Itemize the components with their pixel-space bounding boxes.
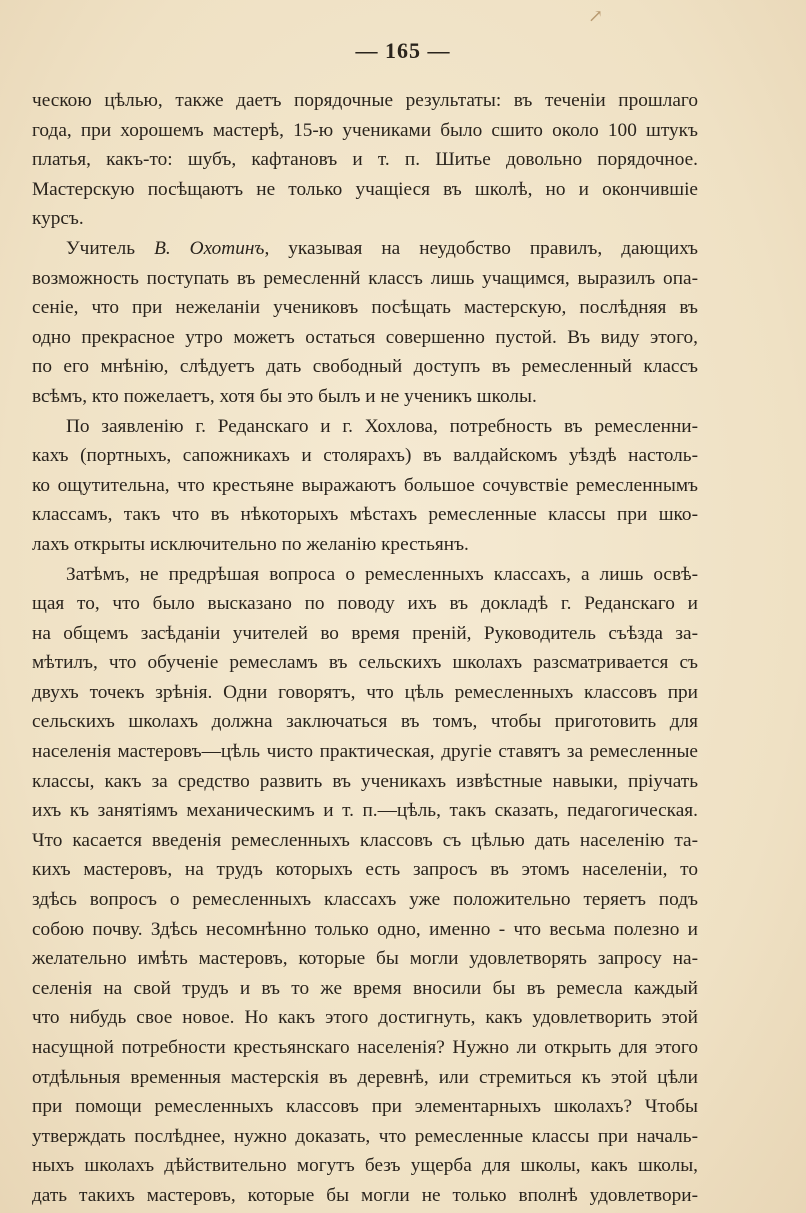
paragraph-4 [32, 560, 698, 1211]
text-line: ихъ къ занятіямъ механическимъ и т. п.—цѣль, такъ сказать, педагогическая. [32, 800, 698, 822]
text-line: ко ощутительна, что крестьяне выражаютъ большое сочувствіе ремесленнымъ [32, 474, 698, 496]
text-line: сельскихъ школахъ должна заключаться въ томъ, чтобы приготовить для [32, 711, 698, 733]
text-line: классы, какъ за средство развить въ ученикахъ извѣстные навыки, пріучать [32, 770, 698, 792]
text-line: мѣтилъ, что обученіе ремесламъ въ сельскихъ школахъ разсматривается съ [32, 652, 698, 674]
text-line: собою почву. Здѣсь несомнѣнно только одно, именно - что весьма полезно и [32, 918, 698, 940]
text-line: курсъ. [32, 208, 84, 230]
text-line: населенія мастеровъ—цѣль чисто практическая, другіе ставятъ за ремесленные [32, 741, 698, 763]
body-text [32, 86, 698, 1211]
text-line: дать такихъ мастеровъ, которые бы могли не только вполнѣ удовлетвори- [32, 1184, 698, 1206]
text-line: отдѣльныя временныя мастерскія въ деревнѣ, или стремиться къ этой цѣли [32, 1066, 698, 1088]
text-line: одно прекрасное утро можетъ остаться совершенно пустой. Въ виду этого, [32, 326, 698, 348]
text-line: Затѣмъ, не предрѣшая вопроса о ремесленныхъ классахъ, а лишь освѣ- [66, 563, 698, 585]
text-line: По заявленію г. Реданскаго и г. Хохлова, потребность въ ремесленни- [66, 415, 698, 437]
text-line: на общемъ засѣданіи учителей во время преній, Руководитель съѣзда за- [32, 622, 698, 644]
lead-rest-text: , указывая на неудобство правилъ, дающихъ [264, 237, 699, 259]
text-line: насущной потребности крестьянскаго населенія? Нужно ли открыть для этого [32, 1037, 698, 1058]
text-line: утверждать послѣднее, нужно доказать, что ремесленные классы при началь- [32, 1125, 698, 1147]
text-line: года, при хорошемъ мастерѣ, 15-ю учениками было сшито около 100 штукъ [32, 119, 698, 141]
text-line: двухъ точекъ зрѣнія. Одни говорятъ, что цѣль ремесленныхъ классовъ при [32, 681, 698, 703]
text-line: Мастерскую посѣщаютъ не только учащіеся въ школѣ, но и окончившіе [32, 178, 698, 200]
text-line: кахъ (портныхъ, сапожникахъ и столярахъ) въ валдайскомъ уѣздѣ настоль- [32, 445, 698, 467]
text-line: ныхъ школахъ дѣйствительно могутъ безъ ущерба для школы, какъ школы, [32, 1155, 698, 1177]
text-line: сеніе, что при нежеланіи учениковъ посѣщать мастерскую, послѣдняя въ [32, 297, 698, 319]
text-line: Что касается введенія ремесленныхъ классовъ съ цѣлью дать населенію та- [32, 829, 698, 851]
text-line: платья, какъ-то: шубъ, кафтановъ и т. п. Шитье довольно порядочное. [32, 149, 698, 171]
corner-pencil-mark: ↗ [588, 6, 604, 26]
text-line: желательно имѣть мастеровъ, которые бы могли удовлетворять запросу на- [32, 948, 698, 970]
text-line: по его мнѣнію, слѣдуетъ дать свободный доступъ въ ремесленный классъ [32, 356, 698, 378]
text-line: селенія на свой трудъ и въ то же время вносили бы въ ремесла каждый [32, 977, 698, 999]
teacher-name: В. Охотинъ [154, 237, 265, 259]
text-line: кихъ мастеровъ, на трудъ которыхъ есть запросъ въ этомъ населеніи, то [32, 859, 698, 881]
text-line: здѣсь вопросъ о ремесленныхъ классахъ уже положительно теряетъ подъ [32, 889, 698, 911]
text-line: ческою цѣлью, также даетъ порядочные результаты: въ теченіи прошлаго [32, 90, 698, 111]
text-line: всѣмъ, кто пожелаетъ, хотя бы это былъ и не ученикъ школы. [32, 385, 537, 407]
text-line: лахъ открыты исключительно по желанію крестьянъ. [32, 533, 469, 555]
lead-text: Учитель [66, 237, 155, 259]
paragraph-1 [32, 86, 698, 234]
text-line: возможность поступать въ ремесленнй классъ лишь учащимся, выразилъ опа- [32, 267, 698, 289]
paragraph-2 [32, 234, 698, 412]
text-line: при помощи ремесленныхъ классовъ при элементарныхъ школахъ? Чтобы [32, 1096, 698, 1118]
text-line [32, 234, 698, 264]
text-line: щая то, что было высказано по поводу ихъ въ докладѣ г. Реданскаго и [32, 593, 698, 615]
text-line: классамъ, такъ что въ нѣкоторыхъ мѣстахъ ремесленные классы при шко- [32, 504, 698, 526]
page-number: — 165 — [355, 38, 451, 63]
paragraph-3 [32, 412, 698, 560]
text-line: что нибудь свое новое. Но какъ этого достигнуть, какъ удовлетворить этой [32, 1007, 698, 1029]
